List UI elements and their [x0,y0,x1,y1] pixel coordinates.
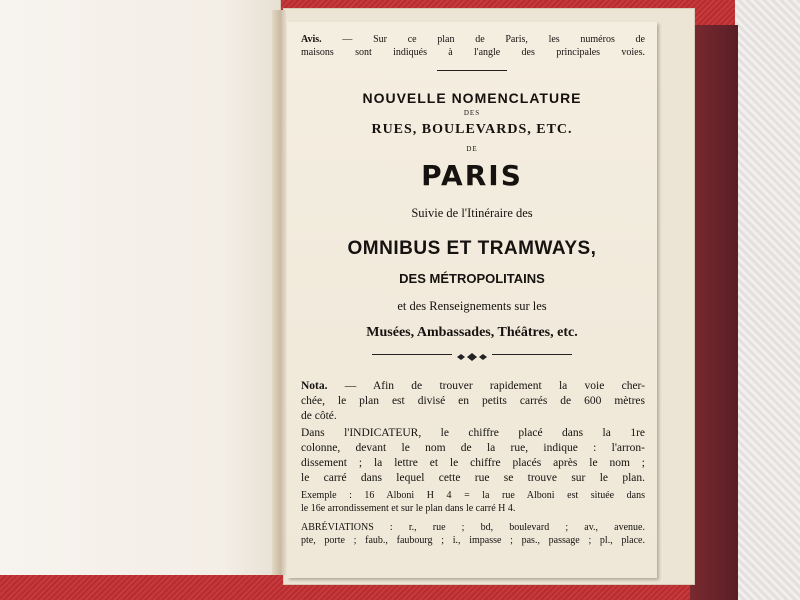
title-suivie: Suivie de l'Itinéraire des [411,206,533,220]
book-gutter [272,10,286,575]
ornament-diamonds-icon [455,349,489,359]
avis-label: Avis. [301,34,322,45]
ornament-rule-top [437,70,507,71]
nota-line-2: chée, le plan est divisé en petits carrés de 600 mètres [301,395,645,407]
title-page [287,22,657,578]
title-renseignements: et des Renseignements sur les [397,299,547,313]
book-cover-edge [690,25,738,600]
abbreviations-line-2: pte, porte ; faub., faubourg ; i., impasse ; pas., passage ; pl., place. [301,535,645,546]
title-nomenclature: NOUVELLE NOMENCLATURE [362,90,582,106]
nota-line-3: de côté. [301,410,337,422]
avis-line-1: Avis. — Sur ce plan de Paris, les numéros de [301,34,645,45]
indicateur-line-3: dissement ; la lettre et le chiffre placés après le nom ; [301,457,645,469]
exemple-line-2: le 16e arrondissement et sur le plan dans le carré H 4. [301,503,516,514]
indicateur-line-2: colonne, devant le nom de la rue, indique : l'arron- [301,442,645,454]
avis-line-2: maisons sont indiqués à l'angle des principales voies. [301,47,645,58]
left-endpaper [0,0,281,575]
title-musees: Musées, Ambassades, Théâtres, etc. [366,325,578,340]
indicateur-line-4: le carré dans lequel cette rue se trouve sur le plan. [301,472,645,484]
title-omnibus: OMNIBUS ET TRAMWAYS, [347,238,597,259]
title-de: DE [466,145,478,153]
title-city: PARIS [421,159,523,192]
ornament-rule-left [372,354,452,355]
indicateur-line-1: Dans l'INDICATEUR, le chiffre placé dans la 1re [301,427,645,439]
title-rues: RUES, BOULEVARDS, ETC. [371,122,573,137]
nota-line-1: Nota. — Afin de trouver rapidement la voie cher- [301,380,645,392]
title-metropolitains: DES MÉTROPOLITAINS [399,271,545,286]
exemple-line-1: Exemple : 16 Alboni H 4 = la rue Alboni est située dans [301,490,645,501]
abbreviations-line-1: ABRÉVIATIONS : r., rue ; bd, boulevard ; av., avenue. [301,522,645,533]
ornament-rule-right [492,354,572,355]
title-des-1: DES [463,109,481,117]
